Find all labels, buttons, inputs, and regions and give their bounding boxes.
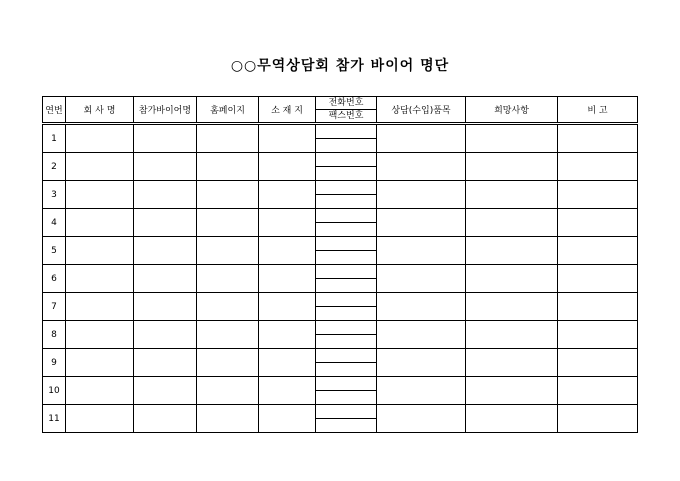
row-number: 8	[43, 321, 66, 349]
items-cell[interactable]	[377, 124, 466, 153]
phone-cell[interactable]	[316, 293, 376, 307]
note-cell[interactable]	[558, 321, 638, 349]
header-note: 비 고	[558, 97, 638, 124]
fax-cell[interactable]	[316, 307, 376, 320]
homepage-cell[interactable]	[197, 405, 259, 433]
homepage-cell[interactable]	[197, 349, 259, 377]
note-cell[interactable]	[558, 349, 638, 377]
phone-cell[interactable]	[316, 265, 376, 279]
note-cell[interactable]	[558, 377, 638, 405]
header-buyer: 참가바이어명	[134, 97, 197, 124]
buyer-cell[interactable]	[134, 153, 197, 181]
homepage-cell[interactable]	[197, 237, 259, 265]
homepage-cell[interactable]	[197, 153, 259, 181]
company-cell[interactable]	[66, 293, 134, 321]
buyer-cell[interactable]	[134, 181, 197, 209]
wish-cell[interactable]	[466, 377, 558, 405]
wish-cell[interactable]	[466, 405, 558, 433]
fax-cell[interactable]	[316, 363, 376, 376]
table-row	[43, 349, 638, 377]
contact-cell	[316, 321, 377, 349]
table-row	[43, 293, 638, 321]
fax-cell[interactable]	[316, 251, 376, 264]
contact-cell	[316, 237, 377, 265]
buyer-cell[interactable]	[134, 209, 197, 237]
header-row	[43, 97, 638, 124]
location-cell[interactable]	[259, 124, 316, 153]
location-cell[interactable]	[259, 265, 316, 293]
items-cell[interactable]	[377, 349, 466, 377]
wish-cell[interactable]	[466, 293, 558, 321]
fax-cell[interactable]	[316, 279, 376, 292]
company-cell[interactable]	[66, 181, 134, 209]
homepage-cell[interactable]	[197, 209, 259, 237]
phone-cell[interactable]	[316, 209, 376, 223]
items-cell[interactable]	[377, 181, 466, 209]
buyer-cell[interactable]	[134, 265, 197, 293]
homepage-cell[interactable]	[197, 293, 259, 321]
note-cell[interactable]	[558, 153, 638, 181]
contact-cell	[316, 405, 377, 433]
row-number: 5	[43, 237, 66, 265]
wish-cell[interactable]	[466, 321, 558, 349]
homepage-cell[interactable]	[197, 265, 259, 293]
fax-cell[interactable]	[316, 223, 376, 236]
header-items: 상담(수입)품목	[377, 97, 466, 124]
table-row	[43, 405, 638, 433]
contact-cell	[316, 377, 377, 405]
buyer-cell[interactable]	[134, 349, 197, 377]
header-no: 연번	[43, 97, 66, 124]
fax-cell[interactable]	[316, 391, 376, 404]
header-phone: 전화번호	[316, 97, 376, 110]
contact-cell	[316, 209, 377, 237]
document-title: ○○무역상담회 참가 바이어 명단	[230, 58, 450, 74]
company-cell[interactable]	[66, 321, 134, 349]
header-contact	[316, 97, 377, 124]
company-cell[interactable]	[66, 153, 134, 181]
header-location: 소 재 지	[259, 97, 316, 124]
contact-cell	[316, 181, 377, 209]
buyer-cell[interactable]	[134, 124, 197, 153]
row-number: 7	[43, 293, 66, 321]
note-cell[interactable]	[558, 124, 638, 153]
note-cell[interactable]	[558, 293, 638, 321]
note-cell[interactable]	[558, 181, 638, 209]
buyer-cell[interactable]	[134, 377, 197, 405]
company-cell[interactable]	[66, 377, 134, 405]
wish-cell[interactable]	[466, 209, 558, 237]
phone-cell[interactable]	[316, 125, 376, 139]
homepage-cell[interactable]	[197, 377, 259, 405]
phone-cell[interactable]	[316, 321, 376, 335]
note-cell[interactable]	[558, 405, 638, 433]
items-cell[interactable]	[377, 405, 466, 433]
items-cell[interactable]	[377, 237, 466, 265]
location-cell[interactable]	[259, 237, 316, 265]
buyer-cell[interactable]	[134, 405, 197, 433]
location-cell[interactable]	[259, 209, 316, 237]
row-number: 4	[43, 209, 66, 237]
company-cell[interactable]	[66, 265, 134, 293]
note-cell[interactable]	[558, 209, 638, 237]
location-cell[interactable]	[259, 153, 316, 181]
fax-cell[interactable]	[316, 139, 376, 152]
note-cell[interactable]	[558, 237, 638, 265]
table-row	[43, 237, 638, 265]
fax-cell[interactable]	[316, 167, 376, 180]
row-number: 6	[43, 265, 66, 293]
homepage-cell[interactable]	[197, 181, 259, 209]
buyer-cell[interactable]	[134, 293, 197, 321]
note-cell[interactable]	[558, 265, 638, 293]
phone-cell[interactable]	[316, 377, 376, 391]
buyer-cell[interactable]	[134, 321, 197, 349]
row-number: 10	[43, 377, 66, 405]
table-row	[43, 265, 638, 293]
header-company: 회 사 명	[66, 97, 134, 124]
row-number: 2	[43, 153, 66, 181]
row-number: 11	[43, 405, 66, 433]
row-number: 1	[43, 124, 66, 153]
table-row	[43, 153, 638, 181]
location-cell[interactable]	[259, 321, 316, 349]
items-cell[interactable]	[377, 293, 466, 321]
table-row	[43, 321, 638, 349]
table-row	[43, 124, 638, 153]
homepage-cell[interactable]	[197, 321, 259, 349]
buyer-roster-table	[42, 96, 638, 433]
row-number: 9	[43, 349, 66, 377]
location-cell[interactable]	[259, 181, 316, 209]
company-cell[interactable]	[66, 124, 134, 153]
location-cell[interactable]	[259, 349, 316, 377]
header-wish: 희망사항	[466, 97, 558, 124]
items-cell[interactable]	[377, 209, 466, 237]
items-cell[interactable]	[377, 377, 466, 405]
homepage-cell[interactable]	[197, 124, 259, 153]
location-cell[interactable]	[259, 405, 316, 433]
location-cell[interactable]	[259, 293, 316, 321]
contact-cell	[316, 349, 377, 377]
header-homepage: 홈페이지	[197, 97, 259, 124]
contact-cell	[316, 293, 377, 321]
header-fax: 팩스번호	[328, 111, 364, 121]
phone-cell[interactable]	[316, 405, 376, 419]
items-cell[interactable]	[377, 265, 466, 293]
roster-body	[43, 124, 638, 433]
company-cell[interactable]	[66, 349, 134, 377]
fax-cell[interactable]	[316, 195, 376, 208]
contact-cell	[316, 124, 377, 153]
phone-cell[interactable]	[316, 153, 376, 167]
wish-cell[interactable]	[466, 265, 558, 293]
phone-cell[interactable]	[316, 181, 376, 195]
company-cell[interactable]	[66, 209, 134, 237]
items-cell[interactable]	[377, 321, 466, 349]
wish-cell[interactable]	[466, 153, 558, 181]
wish-cell[interactable]	[466, 124, 558, 153]
company-cell[interactable]	[66, 237, 134, 265]
contact-cell	[316, 265, 377, 293]
phone-cell[interactable]	[316, 237, 376, 251]
wish-cell[interactable]	[466, 237, 558, 265]
buyer-cell[interactable]	[134, 237, 197, 265]
location-cell[interactable]	[259, 377, 316, 405]
table-row	[43, 209, 638, 237]
wish-cell[interactable]	[466, 181, 558, 209]
phone-cell[interactable]	[316, 349, 376, 363]
items-cell[interactable]	[377, 153, 466, 181]
table-row	[43, 377, 638, 405]
company-cell[interactable]	[66, 405, 134, 433]
row-number: 3	[43, 181, 66, 209]
table-row	[43, 181, 638, 209]
contact-cell	[316, 153, 377, 181]
fax-cell[interactable]	[316, 419, 376, 432]
wish-cell[interactable]	[466, 349, 558, 377]
fax-cell[interactable]	[316, 335, 376, 348]
